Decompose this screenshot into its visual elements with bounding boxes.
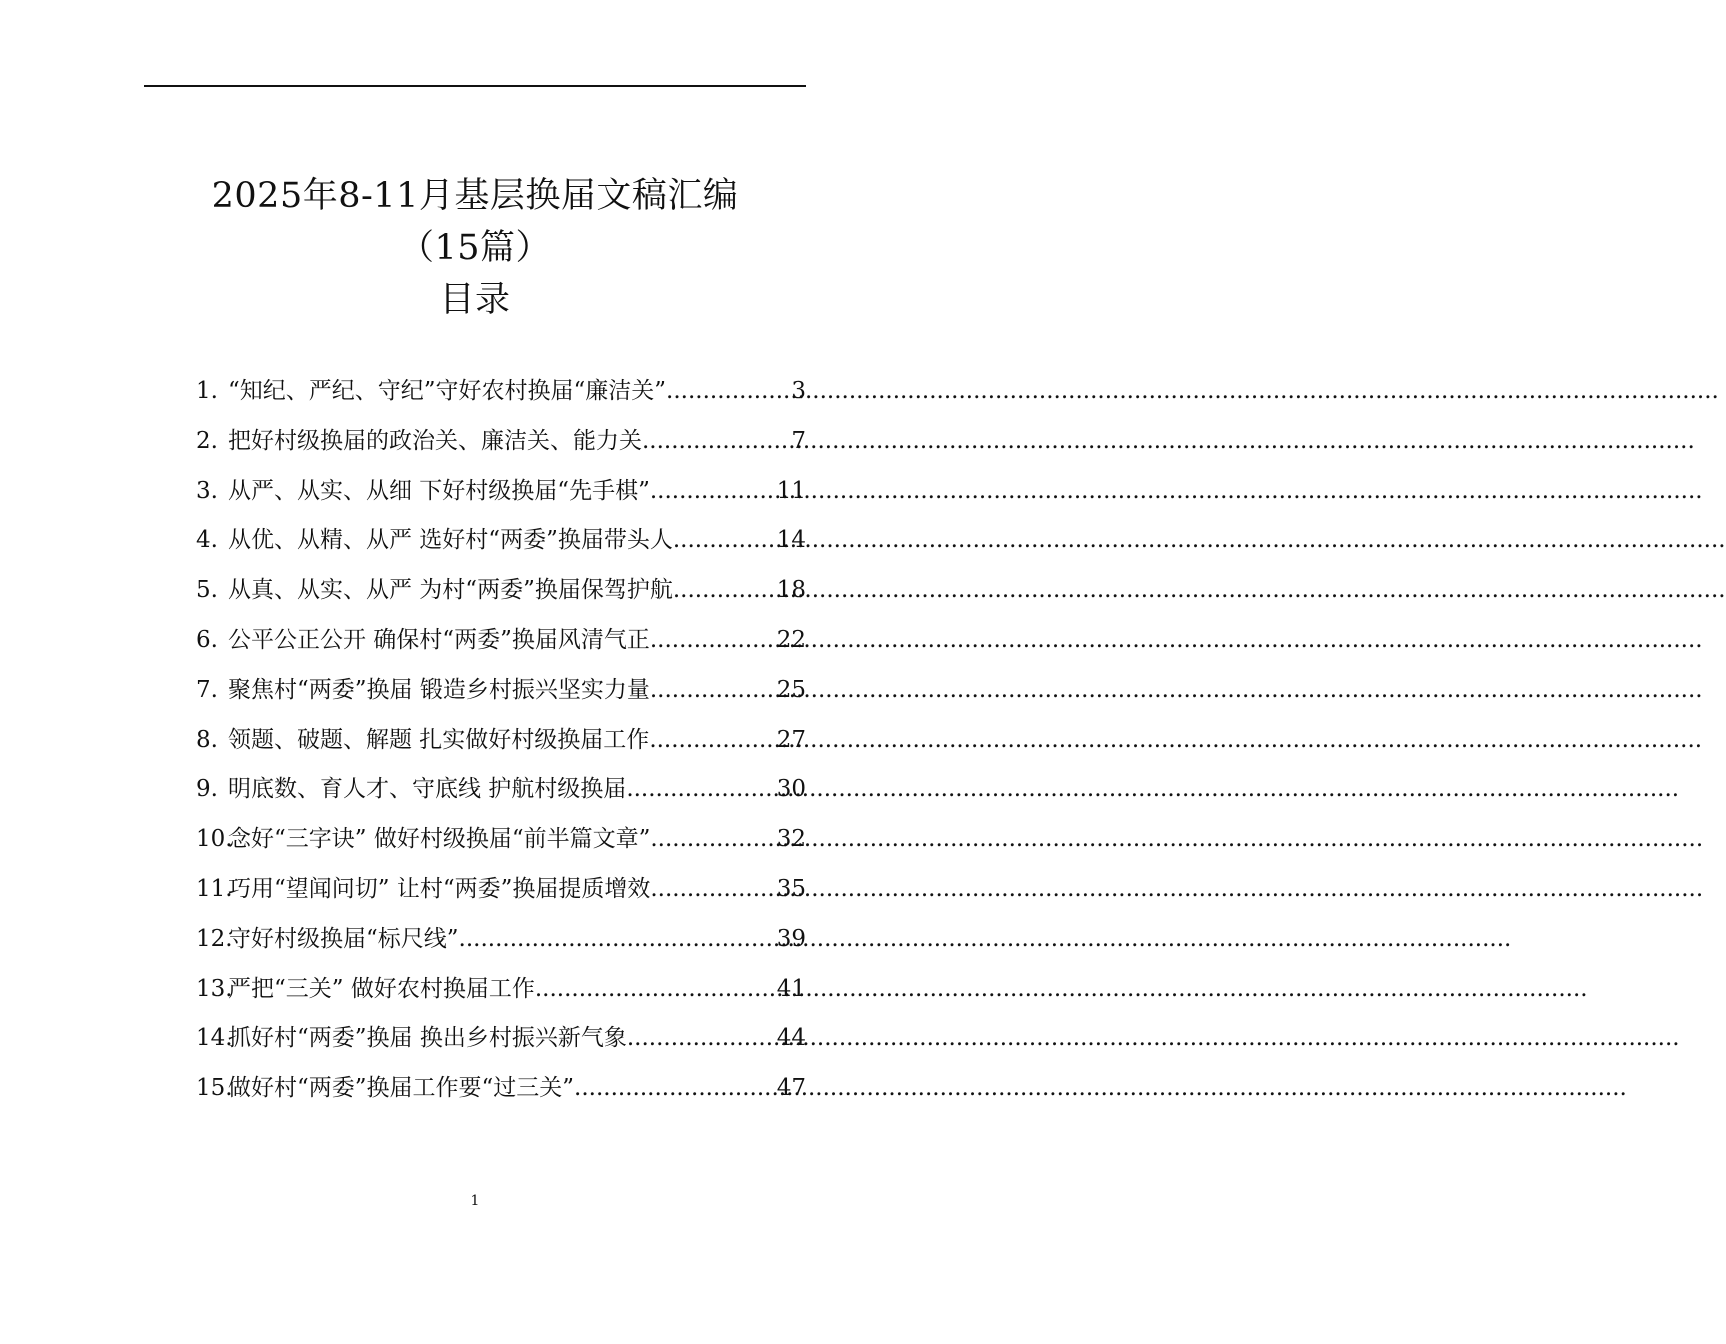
toc-dot-leader [673,527,777,553]
toc-entry-title: 守好村级换届“标尺线” [228,925,459,952]
title-count: （15篇） [398,228,552,268]
toc-dot-leader [574,1075,777,1101]
toc-entry[interactable] [196,870,806,920]
toc-entry-page: 30 [776,776,806,803]
toc-entry-title: 严把“三关” 做好农村换届工作 [228,975,535,1002]
toc-entry-number: 7. [196,676,218,703]
toc-entry-title: 公平公正公开 确保村“两委”换届风清气正 [228,626,650,653]
toc-entry-number: 2. [196,427,218,454]
toc-entry-page: 44 [776,1025,806,1052]
toc-entry[interactable] [196,1019,806,1069]
toc-entry-title: 从真、从实、从严 为村“两委”换届保驾护航 [228,577,673,604]
toc-entry-title: 从严、从实、从细 下好村级换届“先手棋” [228,477,650,504]
toc-entry-number: 13. [196,975,233,1002]
toc-entry[interactable] [196,671,806,721]
toc-entry-title: 把好村级换届的政治关、廉洁关、能力关 [228,427,642,454]
table-of-contents [196,372,806,1119]
toc-entry-page: 7 [791,427,806,454]
header-rule [144,85,806,87]
toc-dot-leader [650,826,776,852]
toc-dot-leader [649,727,776,753]
toc-dot-leader [535,976,777,1002]
toc-entry[interactable] [196,472,806,522]
toc-dot-leader [673,577,777,603]
toc-entry-title: 巧用“望闻问切” 让村“两委”换届提质增效 [228,875,651,902]
toc-entry-number: 10. [196,826,233,853]
page-number: 1 [470,1193,480,1209]
toc-entry-page: 47 [776,1075,806,1102]
toc-entry[interactable] [196,621,806,671]
toc-entry-page: 14 [776,527,806,554]
toc-entry-number: 1. [196,378,218,404]
toc-entry[interactable] [196,721,806,771]
toc-entry-title: 聚焦村“两委”换届 锻造乡村振兴坚实力量 [228,676,650,703]
toc-entry[interactable] [196,372,806,422]
toc-entry-page: 25 [776,676,806,703]
toc-entry-number: 8. [196,726,218,753]
toc-entry-page: 18 [776,577,806,604]
toc-entry-title: “知纪、严纪、守纪”守好农村换届“廉洁关” [228,378,667,404]
toc-entry-page: 35 [776,875,806,902]
toc-entry[interactable] [196,521,806,571]
toc-entry-number: 6. [196,626,218,653]
toc-entry-number: 11. [196,875,233,902]
document-title [0,170,950,326]
toc-entry-number: 5. [196,577,218,604]
title-main: 2025年8-11月基层换届文稿汇编 [211,176,739,216]
toc-dot-leader [650,627,777,653]
toc-entry-number: 15. [196,1075,233,1102]
toc-entry-page: 41 [776,975,806,1002]
toc-entry-page: 27 [776,726,806,753]
title-toc-heading: 目录 [439,280,511,320]
toc-entry[interactable] [196,571,806,621]
toc-entry[interactable] [196,770,806,820]
toc-entry-title: 抓好村“两委”换届 换出乡村振兴新气象 [228,1025,627,1052]
toc-dot-leader [626,776,776,802]
toc-entry[interactable] [196,820,806,870]
toc-entry[interactable] [196,422,806,472]
toc-dot-leader [642,428,791,454]
toc-entry-page: 32 [776,826,806,853]
toc-entry-page: 22 [776,626,806,653]
toc-dot-leader [459,926,777,952]
toc-entry-title: 念好“三字诀” 做好村级换届“前半篇文章” [228,826,651,853]
toc-entry-title: 从优、从精、从严 选好村“两委”换届带头人 [228,527,673,554]
toc-entry-number: 3. [196,477,218,504]
toc-dot-leader [650,677,777,703]
toc-dot-leader [627,1025,777,1051]
toc-entry[interactable] [196,970,806,1020]
toc-entry[interactable] [196,920,806,970]
toc-entry-page: 11 [776,477,806,504]
toc-entry-title: 做好村“两委”换届工作要“过三关” [228,1075,575,1102]
toc-entry-title: 明底数、育人才、守底线 护航村级换届 [228,776,627,803]
toc-entry[interactable] [196,1069,806,1119]
toc-entry-number: 14. [196,1025,233,1052]
toc-dot-leader [650,478,777,504]
toc-entry-number: 12. [196,925,233,952]
toc-entry-number: 4. [196,527,218,554]
toc-entry-page: 3 [791,378,806,404]
toc-dot-leader [666,378,791,404]
toc-entry-title: 领题、破题、解题 扎实做好村级换届工作 [228,726,650,753]
toc-entry-number: 9. [196,776,218,803]
toc-entry-page: 39 [776,925,806,952]
toc-dot-leader [650,876,776,902]
